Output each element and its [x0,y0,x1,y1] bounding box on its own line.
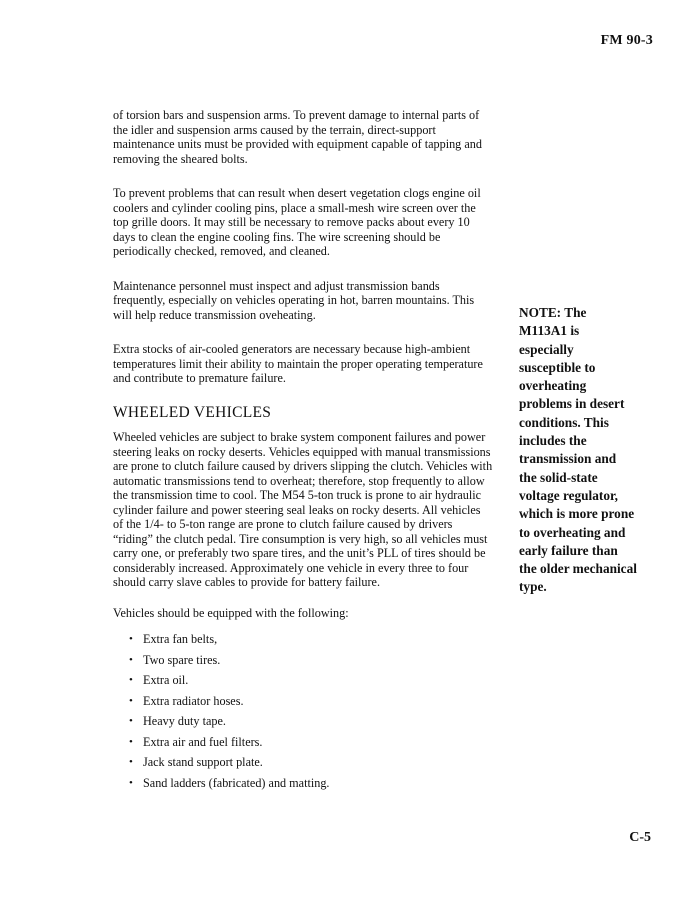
list-item: • Extra fan belts, [129,632,493,647]
paragraph-transmission-bands: Maintenance personnel must inspect and adjust transmission bands frequently, especially on vehicles operating in hot, barren mountains. This will help reduce transmission oveheating. [113,278,475,322]
list-item: • Jack stand support plate. [129,755,493,770]
list-intro: Vehicles should be equipped with the following: [113,605,349,620]
side-note: NOTE: The M113A1 is especially susceptible to overheating problems in desert conditions. This includes the transmission and the solid-state voltage regulator, which is more prone to overheating and early failure than the older mechanical type. [519,305,637,595]
section-heading: WHEELED VEHICLES [113,403,272,421]
equipment-list [113,632,493,790]
paragraph-vegetation: To prevent problems that can result when desert vegetation clogs engine oil coolers and cylinder cooling pins, place a small-mesh wire screen over the top grille doors. It may still be necessary to remove packs about every 10 days to clean the engine cooling fins. The wire screening should be periodically checked, removed, and cleaned. [113,186,481,258]
paragraph-generators: Extra stocks of air-cooled generators are necessary because high-ambient temperatures limit their ability to maintain the proper operating temperature and contribute to premature failure. [113,342,483,385]
list-item: • Extra air and fuel filters. [129,735,493,750]
document-id: FM 90-3 [600,33,653,48]
paragraph-torsion-bars: of torsion bars and suspension arms. To prevent damage to internal parts of the idler and suspension arms caused by the terrain, direct-support maintenance units must be provided with equipment capable of tapping and removing the sheared bolts. [113,108,482,166]
list-item: • Extra oil. [129,673,493,688]
main-column [113,108,493,796]
list-item: • Two spare tires. [129,653,493,668]
list-item: • Heavy duty tape. [129,714,493,729]
list-item: • Extra radiator hoses. [129,694,493,709]
list-item: • Sand ladders (fabricated) and matting. [129,776,493,791]
page-number: C-5 [629,830,651,845]
paragraph-wheeled-vehicles: Wheeled vehicles are subject to brake system component failures and power steering leaks on rocky deserts. Vehicles equipped with manual transmissions are prone to clutch failure caused by drivers slipping the clutch. Vehicles with automatic transmissions tend to overheat; therefore, stop frequently to allow the transmission time to cool. The M54 5-ton truck is prone to air hydraulic cylinder failure and power steering seal leaks on rocky deserts. All vehicles of the 1/4- to 5-ton range are prone to clutch failure caused by drivers “riding” the clutch pedal. Tire consumption is very high, so all vehicles must carry one, or preferably two spare tires, and the unit’s PLL of tires should be considerably increased. Approximately one vehicle in every three to four should carry slave cables to provide for battery failure. [113,430,493,589]
